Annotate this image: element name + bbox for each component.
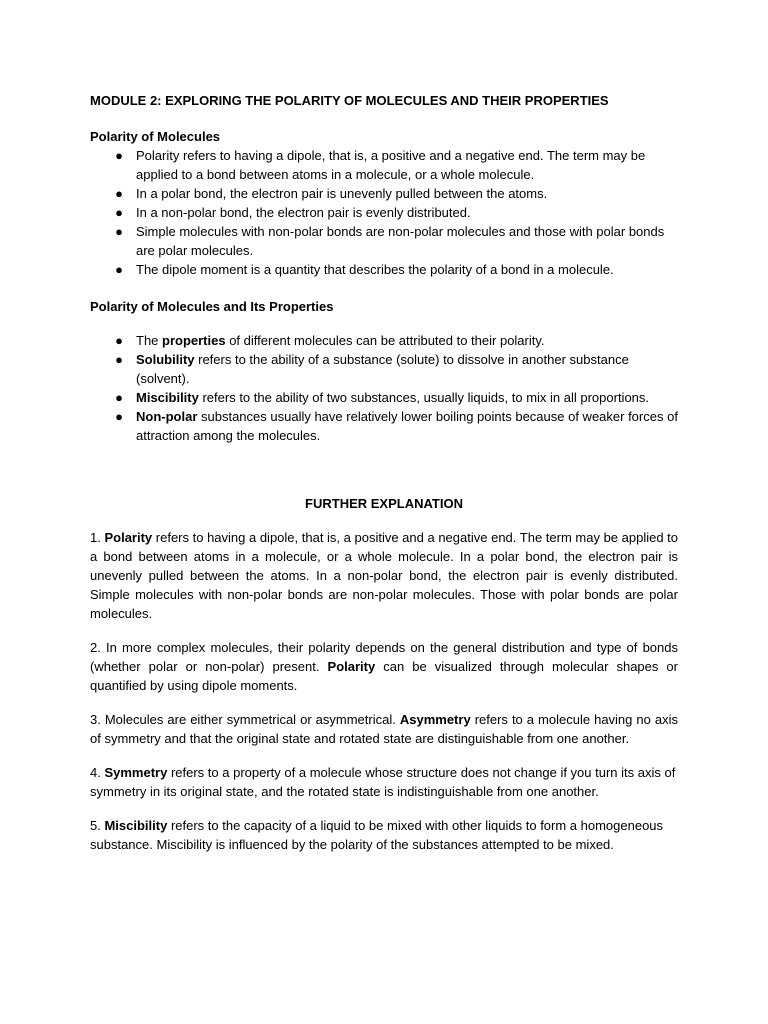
list-item: ● Simple molecules with non-polar bonds are non-polar molecules and those with polar bonds are polar molecules. <box>90 222 678 260</box>
bullet-icon: ● <box>115 186 123 201</box>
list-item: ● The dipole moment is a quantity that describes the polarity of a bond in a molecule. <box>90 260 678 279</box>
properties-bullet-list <box>90 331 678 445</box>
further-explanation-heading: FURTHER EXPLANATION <box>305 496 463 511</box>
paragraph: 3. Molecules are either symmetrical or asymmetrical. Asymmetry refers to a molecule having no axis of symmetry and that the original state and rotated state are distinguishable from one another. <box>90 712 679 746</box>
list-item: ● In a non-polar bond, the electron pair is evenly distributed. <box>90 203 678 222</box>
list-item: ● Solubility refers to the ability of a substance (solute) to dissolve in another substance (solvent). <box>90 350 678 388</box>
bullet-icon: ● <box>115 205 123 220</box>
paragraph: 1. Polarity refers to having a dipole, that is, a positive and a negative end. The term may be applied to a bond between atoms in a molecule, or a whole molecule. In a polar bond, the electron pair is unevenly pulled between the atoms. In a non-polar bond, the electron pair is evenly distributed. Simple molecules with non-polar bonds are non-polar molecules. Those with polar bonds are polar molecules. <box>90 530 679 621</box>
list-item: ● The properties of different molecules can be attributed to their polarity. <box>90 331 678 350</box>
list-item: ● Polarity refers to having a dipole, that is, a positive and a negative end. The term may be applied to a bond between atoms in a molecule, or a whole molecule. <box>90 146 678 184</box>
bullet-icon: ● <box>115 390 123 405</box>
bullet-icon: ● <box>115 262 123 277</box>
list-item: ● Non-polar substances usually have relatively lower boiling points because of weaker forces of attraction among the molecules. <box>90 407 678 445</box>
section-heading-polarity: Polarity of Molecules <box>90 129 221 144</box>
list-item: ● Miscibility refers to the ability of two substances, usually liquids, to mix in all proportions. <box>90 388 678 407</box>
paragraph: 2. In more complex molecules, their polarity depends on the general distribution and type of bonds (whether polar or non-polar) present. Polarity can be visualized through molecular shapes or quantified by using dipole moments. <box>90 640 678 693</box>
list-item: ● In a polar bond, the electron pair is unevenly pulled between the atoms. <box>90 184 678 203</box>
bullet-icon: ● <box>115 409 123 424</box>
bullet-icon: ● <box>115 333 123 348</box>
bullet-icon: ● <box>115 224 123 239</box>
paragraph: 4. Symmetry refers to a property of a molecule whose structure does not change if you turn its axis of symmetry in its original state, and the rotated state is indistinguishable from one another. <box>90 765 676 799</box>
paragraph: 5. Miscibility refers to the capacity of a liquid to be mixed with other liquids to form a homogeneous substance. Miscibility is influenced by the polarity of the substances attempted to be mixed. <box>90 818 664 852</box>
bullet-icon: ● <box>115 352 123 367</box>
section-heading-properties: Polarity of Molecules and Its Properties <box>90 299 334 314</box>
bullet-icon: ● <box>115 148 123 163</box>
polarity-bullet-list <box>90 146 678 279</box>
module-title: MODULE 2: EXPLORING THE POLARITY OF MOLECULES AND THEIR PROPERTIES <box>90 93 609 108</box>
document-page <box>90 91 678 869</box>
